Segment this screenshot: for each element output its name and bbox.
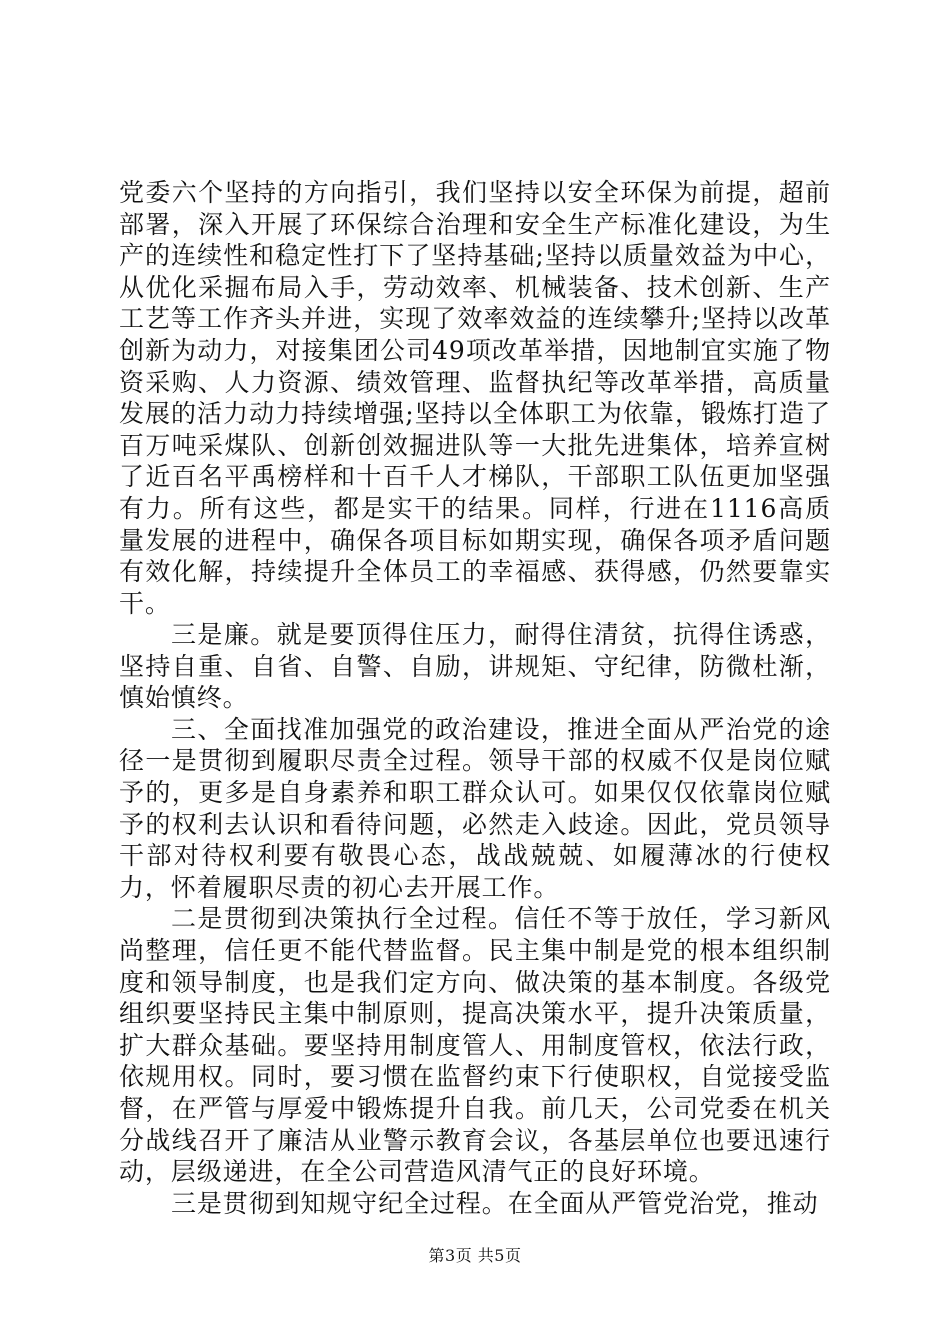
page-footer: 第3页 共5页 (428, 1246, 522, 1265)
paragraph-section-three: 三、全面找准加强党的政治建设，推进全面从严治党的途径一是贯彻到履职尽责全过程。领导干部的权威不仅是岗位赋予的，更多是自身素养和职工群众认可。如果仅仅依靠岗位赋予的权利去认识和看待问题，必然走入歧途。因此，党员领导干部对待权利要有敬畏心态，战战兢兢、如履薄冰的行使权力，怀着履职尽责的初心去开展工作。 (119, 714, 831, 902)
body-section-2 (119, 619, 831, 1219)
paragraph-discipline: 三是贯彻到知规守纪全过程。在全面从严管党治党，推动 (171, 1188, 819, 1218)
body-section-1 (119, 177, 831, 619)
paragraph-continuation: 党委六个坚持的方向指引，我们坚持以安全环保为前提，超前部署，深入开展了环保综合治理和安全生产标准化建设，为生产的连续性和稳定性打下了坚持基础;坚持以质量效益为中心，从优化采掘布局入手，劳动效率、机械装备、技术创新、生产工艺等工作齐头并进，实现了效率效益的连续攀升;坚持以改革创新为动力，对接集团公司49项改革举措，因地制宜实施了物资采购、人力资源、绩效管理、监督执纪等改革举措，高质量发展的活力动力持续增强;坚持以全体职工为依靠，锻炼打造了百万吨采煤队、创新创效掘进队等一大批先进集体，培养宣树了近百名平禹榜样和十百千人才梯队，干部职工队伍更加坚强有力。所有这些，都是实干的结果。同样，行进在1116高质量发展的进程中，确保各项目标如期实现，确保各项矛盾问题有效化解，持续提升全体员工的幸福感、获得感，仍然要靠实干。 (119, 178, 831, 618)
paragraph-decision-execution: 二是贯彻到决策执行全过程。信任不等于放任，学习新风尚整理，信任更不能代替监督。民主集中制是党的根本组织制度和领导制度，也是我们定方向、做决策的基本制度。各级党组织要坚持民主集中制原则，提高决策水平，提升决策质量，扩大群众基础。要坚持用制度管人、用制度管权，依法行政，依规用权。同时，要习惯在监督约束下行使职权，自觉接受监督，在严管与厚爱中锻炼提升自我。前几天，公司党委在机关分战线召开了廉洁从业警示教育会议，各基层单位也要迅速行动，层级递进，在全公司营造风清气正的良好环境。 (119, 904, 831, 1187)
paragraph-integrity: 三是廉。就是要顶得住压力，耐得住清贫，抗得住诱惑，坚持自重、自省、自警、自励，讲规矩、守纪律，防微杜渐，慎始慎终。 (119, 620, 831, 713)
